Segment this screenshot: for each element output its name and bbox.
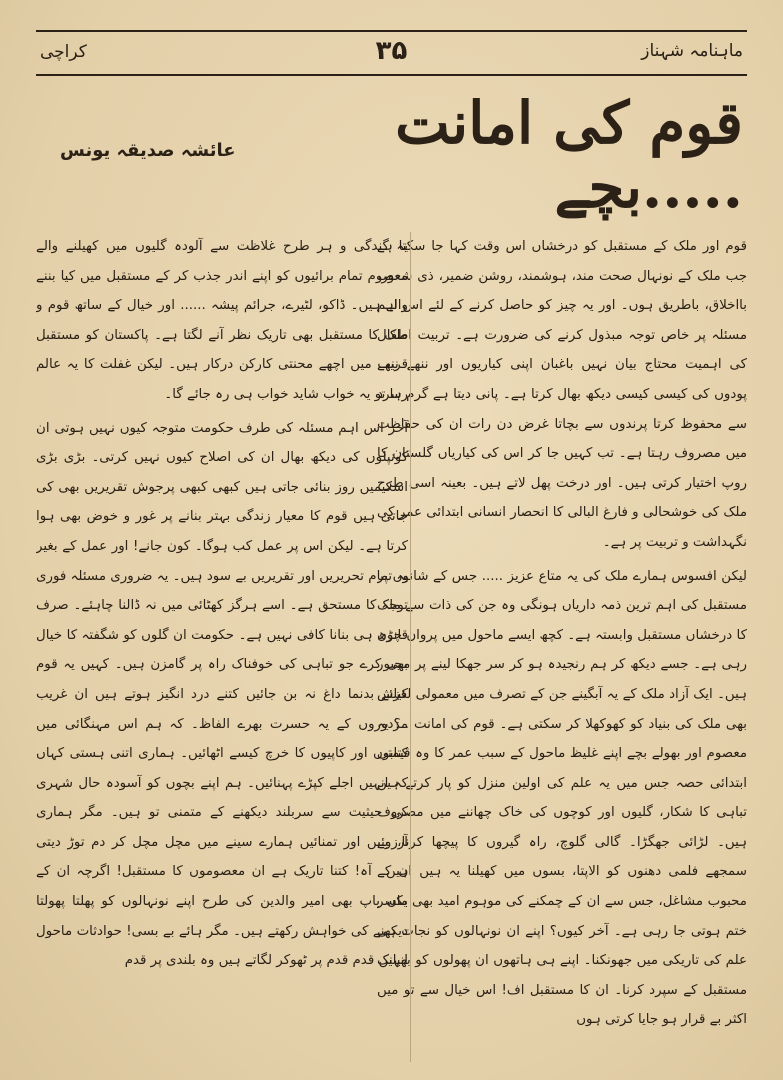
text-column-left bbox=[36, 232, 408, 1067]
paragraph: لیکن افسوس ہمارے ملک کی یہ متاع عزیز ..... جس کے شانوں پر مستقبل کی اہم ترین ذمہ داریاں ہونگی وہ جن کی ذات سے ملک کا درخشاں مستقبل وابستہ ہے۔ کچھ ایسے ماحول میں پروان چڑھ رہی ہے۔ جسے دیکھ کر ہم رنجیدہ ہو کر سر جھکا لینے پر مجبور ہیں۔ ایک آزاد ملک کے یہ آبگینے جن کے تصرف میں معمولی لغزش بھی ملک کی بنیاد کو کھوکھلا کر سکتی ہے۔ قوم کی امانت ..؟ یہ معصوم اور بھولے بچے اپنے غلیظ ماحول کے سبب عمر کا وہ قیمتی ابتدائی حصہ جس میں یہ علم کی اولین منزل کو پار کرتے ہیں تباہی کا شکار، گلیوں اور کوچوں کی خاک چھاننے میں مصروف ہیں۔ لڑائی جھگڑا۔ گالی گلوچ، راہ گیروں کا پیچھا کرنا، بے سمجھے فلمی دھنوں کو الاپتا، بسوں میں کھیلنا یہ ہیں ان کے محبوب مشاغل، جس سے ان کے چمکنے کی موہوم امید بھی یکسر ختم ہوتی جا رہی ہے۔ آخر کیوں؟ اپنے ان نونہالوں کو نجات ہی علم کی تاریکی میں جھونکنا۔ اپنے ہی ہاتھوں ان پھولوں کو بھیانک مستقبل کے سپرد کرنا۔ ان کا مستقبل اف! اس خیال سے تو میں اکثر بے قرار ہو جایا کرتی ہوں bbox=[377, 568, 747, 1028]
article-author: عائشہ صدیقہ یونس bbox=[60, 140, 236, 161]
magazine-name: ماہنامہ شہناز bbox=[641, 41, 743, 61]
paragraph: آخر اس اہم مسئلہ کی طرف حکومت متوجہ کیوں نہیں ہوتی ان کونپلوں کی دیکھ بھال ان کی اصلاح کیوں نہیں کرتی۔ بڑی بڑی اسکیمیں روز بنائی جاتی ہیں کبھی کبھی پرجوش تقریریں بھی کی جاتی ہیں قوم کا معیار زندگی بہتر بنانے پر غور و خوض بھی ہوا کرتا ہے۔ لیکن اس پر عمل کب ہوگا۔ کون جانے! اور عمل کے بغیر یہ تمام تحریریں اور تقریریں بے سود ہیں۔ یہ ضروری مسئلہ فوری توجہ کا مستحق ہے۔ اسے ہرگز کھٹائی میں نہ ڈالنا چاہئے۔ صرف قانون ہی بنانا کافی نہیں ہے۔ حکومت ان گلوں کو شگفتہ کا خیال بھی کرے جو تباہی کی خوفناک راہ پر گامزن ہیں۔ کہیں یہ قوم کیلئے بدنما داغ نہ بن جائیں کتنے درد انگیز ہوتے ہیں ان غریب مزدوروں کے یہ حسرت بھرے الفاظ۔ کہ ہم اس مہنگائی میں کتابوں اور کاپیوں کا خرچ کیسے اٹھائیں۔ ہماری اتنی ہستی کہاں کہ انہیں اجلے کپڑے پہنائیں۔ ہم اپنے بچوں کو آسودہ حال شہری کی حیثیت سے سربلند دیکھنے کے متمنی تو ہیں۔ مگر ہماری آرزوئیں اور تمنائیں ہمارے سینے میں مچل مچل کر دم توڑ دیتی ہیں۔ آہ! کتنا تاریک ہے ان معصوموں کا مستقبل! اگرچہ ان کے ماں باپ بھی امیر والدین کی طرح اپنے نونہالوں کو پھلتا پھولتا دیکھنے کی خواہش رکھتے ہیں۔ مگر ہائے بے بسی! حوادثات ماحول انہیں قدم قدم پر ٹھوکر لگاتے ہیں وہ بلندی پر قدم bbox=[36, 420, 408, 969]
paragraph: یہ گندگی و ہر طرح غلاظت سے آلودہ گلیوں میں کھیلنے والے معصوم تمام برائیوں کو اپنے اندر جذب کر کے مستقبل میں کیا بننے والے ہیں۔ ڈاکو، لٹیرے، جرائم پیشہ ...... اور خیال کے ساتھ قوم و ملک کا مستقبل بھی تاریک نظر آنے لگتا ہے۔ پاکستان کو مستقبل قریب میں اچھے محنتی کارکن درکار ہیں۔ لیکن غفلت کا یہ عالم رہا تو یہ خواب شاید خواب ہی رہ جائے گا۔ bbox=[36, 239, 408, 402]
header-bottom-rule bbox=[36, 74, 747, 76]
paragraph: قوم اور ملک کے مستقبل کو درخشاں اس وقت کہا جا سکتا ہے جب ملک کے نونہال صحت مند، ہوشمند، روشن ضمیر، ذی شعور، بااخلاق، باطریق ہوں۔ اور یہ چیز کو حاصل کرنے کے لئے اس اہم مسئلہ پر خاص توجہ مبذول کرنے کی ضرورت ہے۔ تربیت اطفال کی اہمیت محتاج بیان نہیں باغبان اپنی کیاریوں اور ننھے ننھے پودوں کی کیسی کیسی دیکھ بھال کرتا ہے۔ پانی دیتا ہے گرم سرد سے محفوظ کرتا پرندوں سے بچاتا غرض دن رات ان کی حفاظت میں مصروف رہتا ہے۔ تب کہیں جا کر اس کی کیاریاں گلستان کا روپ اختیار کرتی ہیں۔ اور درخت پھل لاتے ہیں۔ بعینہ اسی طرح ملک کی خوشحالی و فارغ البالی کا انحصار انسانی ابتدائی عمر کی نگہداشت و تربیت پر ہے۔ bbox=[377, 239, 747, 550]
text-column-right bbox=[377, 232, 747, 1067]
column-divider bbox=[410, 232, 411, 1062]
header-top-rule bbox=[36, 30, 747, 32]
page-header bbox=[36, 14, 747, 76]
article-title: قوم کی امانت .....بچے bbox=[395, 89, 743, 221]
city-name: کراچی bbox=[40, 42, 87, 62]
page-number: ۳۵ bbox=[375, 36, 408, 66]
